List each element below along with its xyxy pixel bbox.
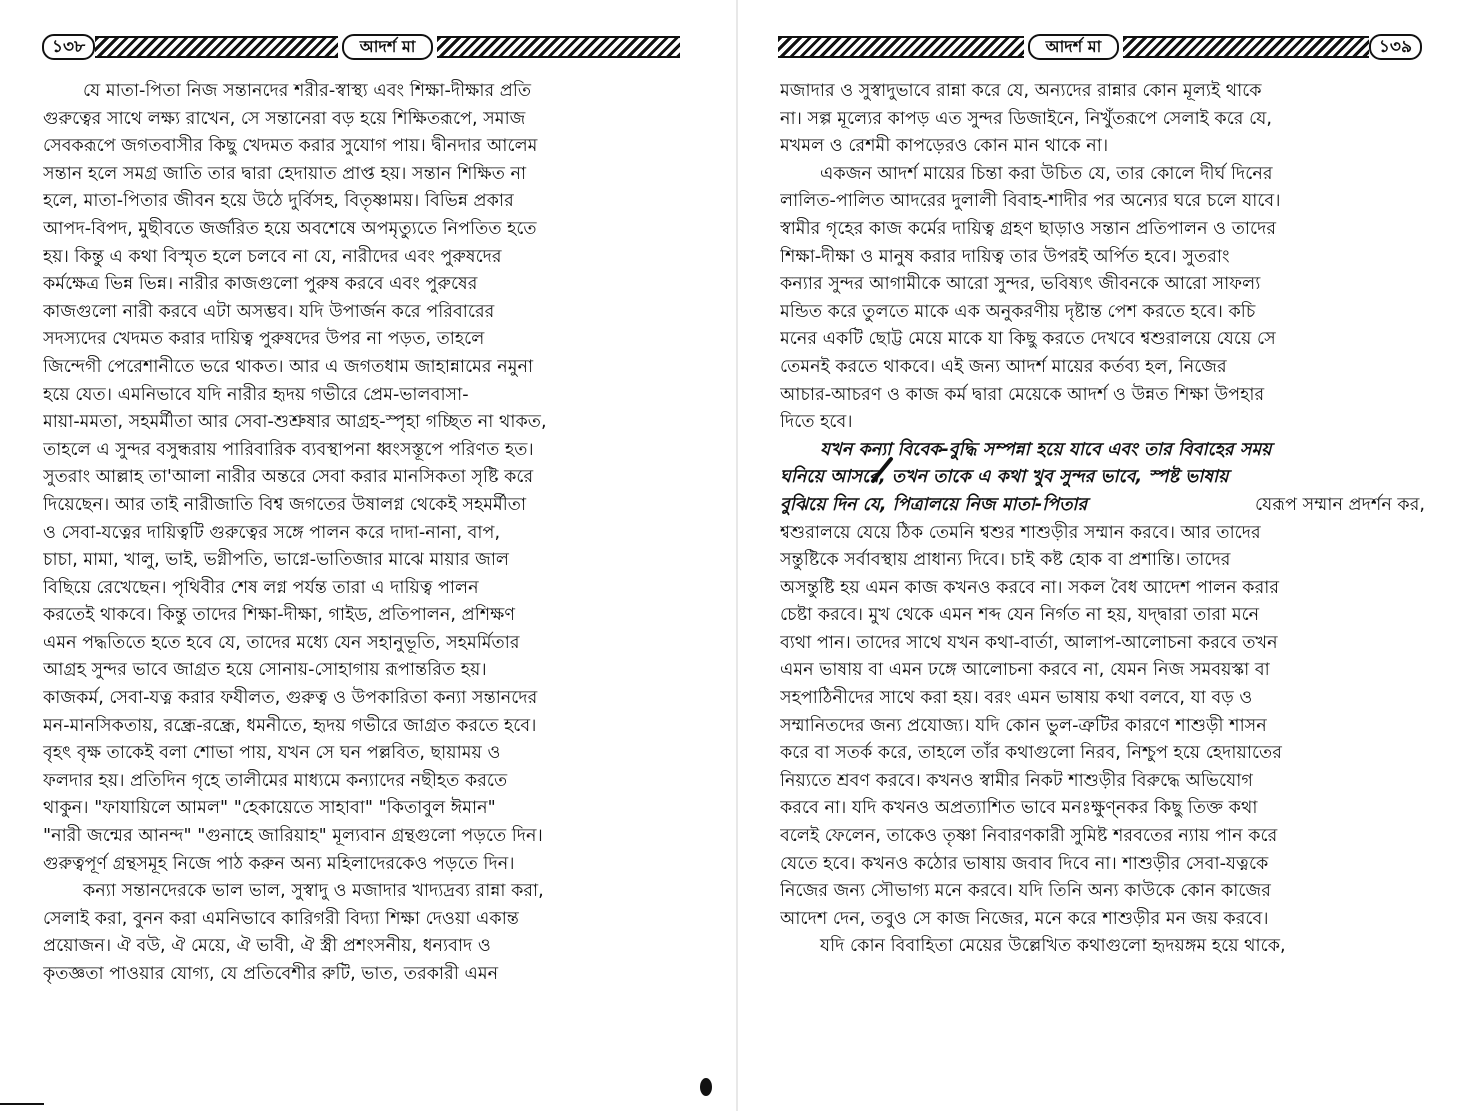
- text-line: কন্যার সুন্দর আগামীকে আরো সুন্দর, ভবিষ্যৎ জীবনকে আরো সাফল্য: [780, 274, 1261, 295]
- text-line: মনের একটি ছোট্ট মেয়ে মাকে যা কিছু করতে দেখবে শ্বশুরালয়ে যেয়ে সে: [780, 329, 1276, 350]
- text-line: তাহলে এ সুন্দর বসুন্ধরায় পারিবারিক ব্যবস্থাপনা ধ্বংসস্তূপে পরিণত হত।: [43, 439, 534, 460]
- text-line: করতেই থাকবে। কিন্তু তাদের শিক্ষা-দীক্ষা, গাইড, প্রতিপালন, প্রশিক্ষণ: [43, 605, 516, 626]
- footnote-rule: [0, 1103, 44, 1105]
- text-line: না। সল্প মূল্যের কাপড় এত সুন্দর ডিজাইনে, নিখুঁতরূপে সেলাই করে যে,: [780, 108, 1272, 129]
- text-line: কন্যা সন্তানদেরকে ভাল ভাল, সুস্বাদু ও মজাদার খাদ্যদ্রব্য রান্না করা,: [83, 881, 544, 902]
- text-line: সুতরাং আল্লাহ তা'আলা নারীর অন্তরে সেবা করার মানসিকতা সৃষ্টি করে: [43, 467, 534, 488]
- text-line: করে বা সতর্ক করে, তাহলে তাঁর কথাগুলো নিরব, নিশ্চুপ হয়ে হেদায়াতের: [780, 743, 1282, 764]
- ink-blot: [700, 1078, 712, 1096]
- text-line: যেতে হবে। কখনও কঠোর ভাষায় জবাব দিবে না। শাশুড়ীর সেবা-যত্নকে: [780, 853, 1269, 874]
- text-line: কাজকর্ম, সেবা-যত্ন করার ফযীলত, গুরুত্ব ও উপকারিতা কন্যা সন্তানদের: [43, 688, 538, 709]
- text-line: বলেই ফেলেন, তাকেও তৃষ্ণা নিবারণকারী সুমিষ্ট শরবতের ন্যায় পান করে: [780, 826, 1278, 847]
- text-line: বিছিয়ে রেখেছেন। পৃথিবীর শেষ লগ্ন পর্যন্ত তারা এ দায়িত্ব পালন: [43, 577, 479, 598]
- right-page: [738, 0, 1476, 1111]
- text-line: গুরুত্বের সাথে লক্ষ্য রাখেন, সে সন্তানেরা বড় হয়ে শিক্ষিতরূপে, সমাজ: [43, 108, 526, 129]
- page-number: ১৩৯: [1369, 34, 1422, 60]
- text-line: যখন কন্যা বিবেক-বুদ্ধি সম্পন্না হয়ে যাবে এবং তার বিবাহের সময়: [820, 439, 1272, 460]
- text-line: করবে না। যদি কখনও অপ্রত্যাশিত ভাবে মনঃক্ষুণ্নকর কিছু তিক্ত কথা: [780, 798, 1258, 819]
- text-line: থাকুন। "ফাযায়িলে আমল" "হেকায়েতে সাহাবা" "কিতাবুল ঈমান": [43, 798, 496, 819]
- text-line: চেষ্টা করবে। মুখ থেকে এমন শব্দ যেন নির্গত না হয়, যদ্দ্বারা তারা মনে: [780, 605, 1260, 626]
- page-number: ১৩৮: [42, 34, 95, 60]
- text-line: সম্মানিতদের জন্য প্রযোজ্য। যদি কোন ভুল-ত্রুটির কারণে শাশুড়ী শাসন: [780, 715, 1267, 736]
- text-line: কাজগুলো নারী করবে এটা অসম্ভব। যদি উপার্জন করে পরিবারের: [43, 301, 495, 322]
- text-line: অসন্তুষ্টি হয় এমন কাজ কখনও করবে না। সকল বৈধ আদেশ পালন করার: [780, 577, 1280, 598]
- running-title: আদর্শ মা: [1028, 34, 1120, 60]
- left-page-body: [43, 78, 683, 989]
- text-fragment: যেরূপ সম্মান প্রদর্শন কর,: [1255, 494, 1425, 515]
- right-page-header: [778, 32, 1422, 62]
- text-line: জিন্দেগী পেরেশানীতে ভরে থাকত। আর এ জগতধাম জাহান্নামের নমুনা: [43, 356, 534, 377]
- running-title: আদর্শ মা: [342, 34, 434, 60]
- text-line: মায়া-মমতা, সহমর্মীতা আর সেবা-শুশ্রুষার আগ্রহ-স্পৃহা গচ্ছিত না থাকত,: [43, 412, 547, 433]
- text-line: মন্ডিত করে তুলতে মাকে এক অনুকরণীয় দৃষ্টান্ত পেশ করতে হবে। কচি: [780, 301, 1256, 322]
- decorative-border: [1123, 36, 1369, 58]
- text-line: আগ্রহ সুন্দর ভাবে জাগ্রত হয়ে সোনায়-সোহাগায় রূপান্তরিত হয়।: [43, 660, 487, 681]
- pen-mark-icon: [869, 455, 899, 485]
- text-line: সেলাই করা, বুনন করা এমনিভাবে কারিগরী বিদ্যা শিক্ষা দেওয়া একান্ত: [43, 908, 519, 929]
- text-line: হয়ে যেত। এমনিভাবে যদি নারীর হৃদয় গভীরে প্রেম-ভালবাসা-: [43, 384, 469, 405]
- text-line: চাচা, মামা, খালু, ভাই, ভগ্নীপতি, ভাগ্নে-ভাতিজার মাঝে মায়ার জাল: [43, 550, 510, 571]
- decorative-border: [778, 36, 1024, 58]
- text-line: কর্মক্ষেত্র ভিন্ন ভিন্ন। নারীর কাজগুলো পুরুষ করবে এবং পুরুষের: [43, 274, 478, 295]
- text-line: মখমল ও রেশমী কাপড়েরও কোন মান থাকে না।: [780, 136, 1109, 157]
- text-line: বৃহৎ বৃক্ষ তাকেই বলা শোভা পায়, যখন সে ঘন পল্লবিত, ছায়াময় ও: [43, 743, 501, 764]
- text-line: একজন আদর্শ মায়ের চিন্তা করা উচিত যে, তার কোলে দীর্ঘ দিনের: [820, 163, 1273, 184]
- text-line: ঘনিয়ে আসবে, তখন তাকে এ কথা খুব সুন্দর ভাবে, স্পষ্ট ভাষায়: [780, 467, 1229, 488]
- decorative-border: [95, 36, 338, 58]
- text-line: সদস্যদের খেদমত করার দায়িত্ব পুরুষদের উপর না পড়ত, তাহলে: [43, 329, 485, 350]
- text-line: মন-মানসিকতায়, রন্ধ্রে-রন্ধ্রে, ধমনীতে, হৃদয় গভীরে জাগ্রত করতে হবে।: [43, 715, 537, 736]
- text-line: "নারী জন্মের আনন্দ" "গুনাহে জারিয়াহ" মূল্যবান গ্রন্থগুলো পড়তে দিন।: [43, 826, 543, 847]
- text-line: যদি কোন বিবাহিতা মেয়ের উল্লেখিত কথাগুলো হৃদয়ঙ্গম হয়ে থাকে,: [820, 936, 1286, 957]
- text-line: ফলদার হয়। প্রতিদিন গৃহে তালীমের মাধ্যমে কন্যাদের নছীহত করতে: [43, 770, 508, 791]
- emphasis-text: বুঝিয়ে দিন যে, পিত্রালয়ে নিজ মাতা-পিতার: [780, 494, 1088, 515]
- text-line: প্রয়োজন। ঐ বউ, ঐ মেয়ে, ঐ ভাবী, ঐ স্ত্রী প্রশংসনীয়, ধন্যবাদ ও: [43, 936, 491, 957]
- text-line: গুরুত্বপূর্ণ গ্রন্থসমূহ নিজে পাঠ করুন অন্য মহিলাদেরকেও পড়তে দিন।: [43, 853, 515, 874]
- right-page-body: [780, 78, 1425, 961]
- text-line: তেমনই করতে থাকবে। এই জন্য আদর্শ মায়ের কর্তব্য হল, নিজের: [780, 356, 1227, 377]
- text-line: নিজের জন্য সৌভাগ্য মনে করবে। যদি তিনি অন্য কাউকে কোন কাজের: [780, 881, 1271, 902]
- text-line: এমন ভাষায় বা এমন ঢঙ্গে আলোচনা করবে না, যেমন নিজ সমবয়স্কা বা: [780, 660, 1270, 681]
- text-line: [780, 492, 1425, 520]
- text-line: সন্তান হলে সমগ্র জাতি তার দ্বারা হেদায়াত প্রাপ্ত হয়। সন্তান শিক্ষিত না: [43, 163, 527, 184]
- text-line: সেবকরূপে জগতবাসীর কিছু খেদমত করার সুযোগ পায়। দ্বীনদার আলেম: [43, 136, 538, 157]
- text-line: দিয়েছেন। আর তাই নারীজাতি বিশ্ব জগতের উষালগ্ন থেকেই সহমর্মীতা: [43, 494, 527, 515]
- text-line: হয়। কিন্তু এ কথা বিস্মৃত হলে চলবে না যে, নারীদের এবং পুরুষদের: [43, 246, 502, 267]
- text-line: হলে, মাতা-পিতার জীবন হয়ে উঠে দুর্বিসহ, বিতৃষ্ণাময়। বিভিন্ন প্রকার: [43, 191, 514, 212]
- text-line: ব্যথা পান। তাদের সাথে যখন কথা-বার্তা, আলাপ-আলোচনা করবে তখন: [780, 632, 1278, 653]
- text-line: শ্বশুরালয়ে যেয়ে ঠিক তেমনি শ্বশুর শাশুড়ীর সম্মান করবে। আর তাদের: [780, 522, 1261, 543]
- text-line: ও সেবা-যত্নের দায়িত্বটি গুরুত্বের সঙ্গে পালন করে দাদা-নানা, বাপ,: [43, 522, 501, 543]
- text-line: স্বামীর গৃহের কাজ কর্মের দায়িত্ব গ্রহণ ছাড়াও সন্তান প্রতিপালন ও তাদের: [780, 218, 1277, 239]
- text-line: নিয়্যতে শ্রবণ করবে। কখনও স্বামীর নিকট শাশুড়ীর বিরুদ্ধে অভিযোগ: [780, 770, 1253, 791]
- text-line: আচার-আচরণ ও কাজ কর্ম দ্বারা মেয়েকে আদর্শ ও উন্নত শিক্ষা উপহার: [780, 384, 1265, 405]
- text-line: এমন পদ্ধতিতে হতে হবে যে, তাদের মধ্যে যেন সহানুভূতি, সহমর্মিতার: [43, 632, 520, 653]
- text-line: লালিত-পালিত আদরের দুলালী বিবাহ-শাদীর পর অন্যের ঘরে চলে যাবে।: [780, 191, 1281, 212]
- text-line: কৃতজ্ঞতা পাওয়ার যোগ্য, যে প্রতিবেশীর রুটি, ভাত, তরকারী এমন: [43, 964, 499, 984]
- text-line: শিক্ষা-দীক্ষা ও মানুষ করার দায়িত্ব তার উপরই অর্পিত হবে। সুতরাং: [780, 246, 1230, 267]
- left-page-header: [42, 32, 680, 62]
- text-line: আপদ-বিপদ, মুছীবতে জর্জরিত হয়ে অবশেষে অপমৃত্যুতে নিপতিত হতে: [43, 218, 537, 239]
- decorative-border: [437, 36, 680, 58]
- text-line: সন্তুষ্টিকে সর্বাবস্থায় প্রাধান্য দিবে। চাই কষ্ট হোক বা প্রশান্তি। তাদের: [780, 550, 1231, 571]
- text-line: যে মাতা-পিতা নিজ সন্তানদের শরীর-স্বাস্থ্য এবং শিক্ষা-দীক্ষার প্রতি: [83, 81, 532, 101]
- text-line: আদেশ দেন, তবুও সে কাজ নিজের, মনে করে শাশুড়ীর মন জয় করবে।: [780, 908, 1269, 929]
- text-line: দিতে হবে।: [780, 412, 853, 433]
- text-line: সহপাঠিনীদের সাথে করা হয়। বরং এমন ভাষায় কথা বলবে, যা বড় ও: [780, 688, 1253, 709]
- text-line: মজাদার ও সুস্বাদুভাবে রান্না করে যে, অন্যদের রান্নার কোন মূল্যই থাকে: [780, 81, 1262, 101]
